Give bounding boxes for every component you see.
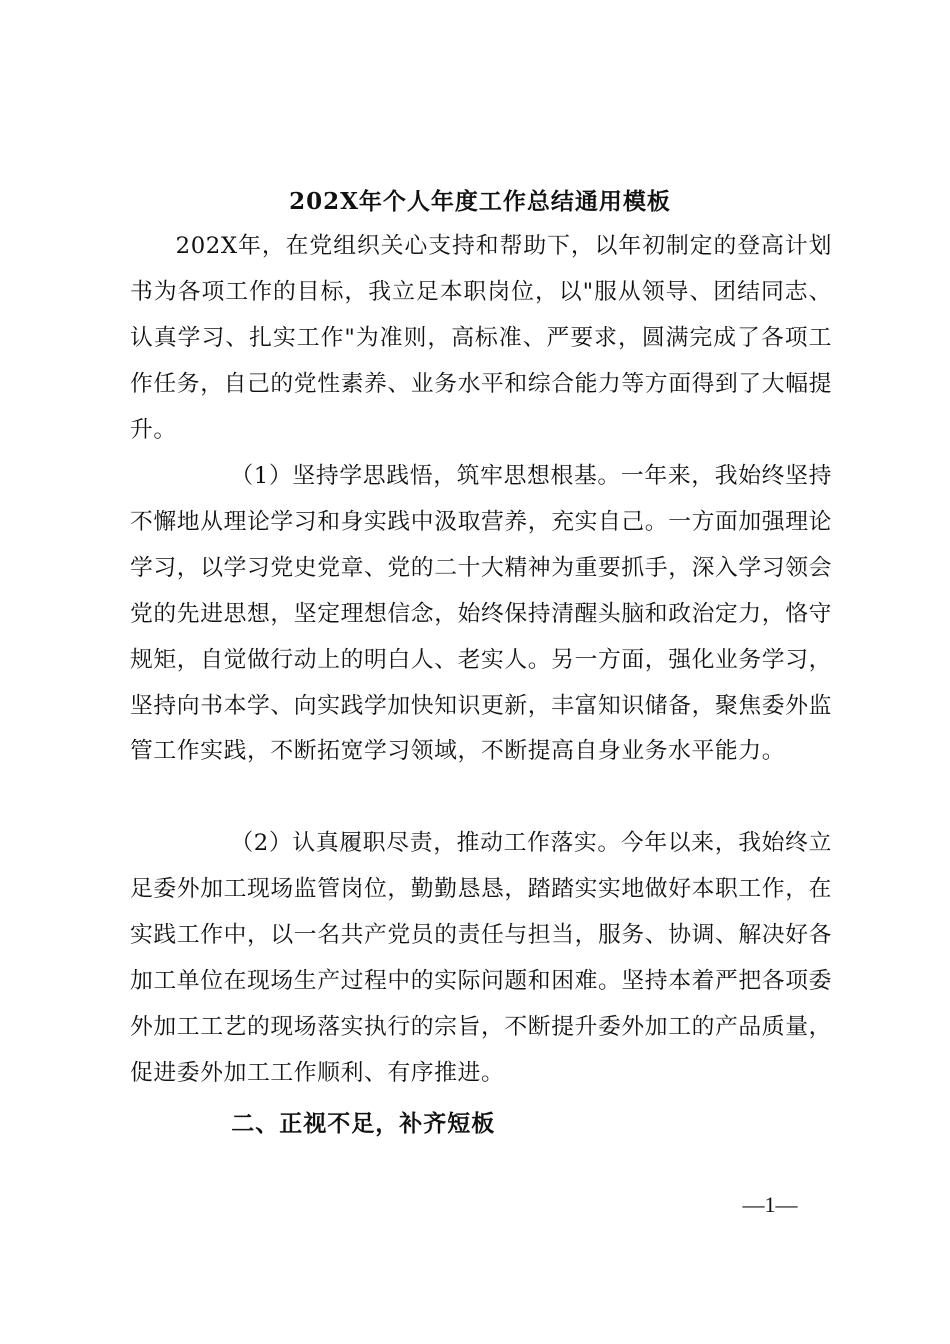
document-title: 202X年个人年度工作总结通用模板 (289, 188, 671, 215)
paragraph-study-text: （1）坚持学思践悟，筑牢思想根基。一年来，我始终坚持不懈地从理论学习和身实践中汲取营养，充实自己。一方面加强理论学习，以学习党史党章、党的二十大精神为重要抓手，深入学习领会党的先进思想，坚定理想信念，始终保持清醒头脑和政治定力，恪守规矩，自觉做行动上的明白人、老实人。另一方面，强化业务学习，坚持向书本学、向实践学加快知识更新，丰富知识储备，聚焦委外监管工作实践，不断拓宽学习领域，不断提高自身业务水平能力。 (130, 463, 832, 765)
page-number: —1— (742, 1192, 798, 1217)
paragraph-duty-text: （2）认真履职尽责，推动工作落实。今年以来，我始终立足委外加工现场监管岗位，勤勤恳恳，踏踏实实地做好本职工作，在实践工作中，以一名共产党员的责任与担当，服务、协调、解决好各加工单位在现场生产过程中的实际问题和困难。坚持本着严把各项委外加工工艺的现场落实执行的宗旨，不断提升委外加工的产品质量，促进委外加工工作顺利、有序推进。 (130, 830, 832, 1086)
paragraph-intro (130, 224, 832, 454)
paragraph-duty (130, 821, 832, 1096)
section-heading: 二、正视不足，补齐短板 (231, 1110, 496, 1137)
paragraph-intro-text: 202X年，在党组织关心支持和帮助下，以年初制定的登高计划书为各项工作的目标，我立足本职岗位，以"服从领导、团结同志、认真学习、扎实工作"为准则，高标准、严要求，圆满完成了各项工作任务，自己的党性素养、业务水平和综合能力等方面得到了大幅提升。 (130, 233, 832, 443)
paragraph-study (130, 454, 832, 775)
